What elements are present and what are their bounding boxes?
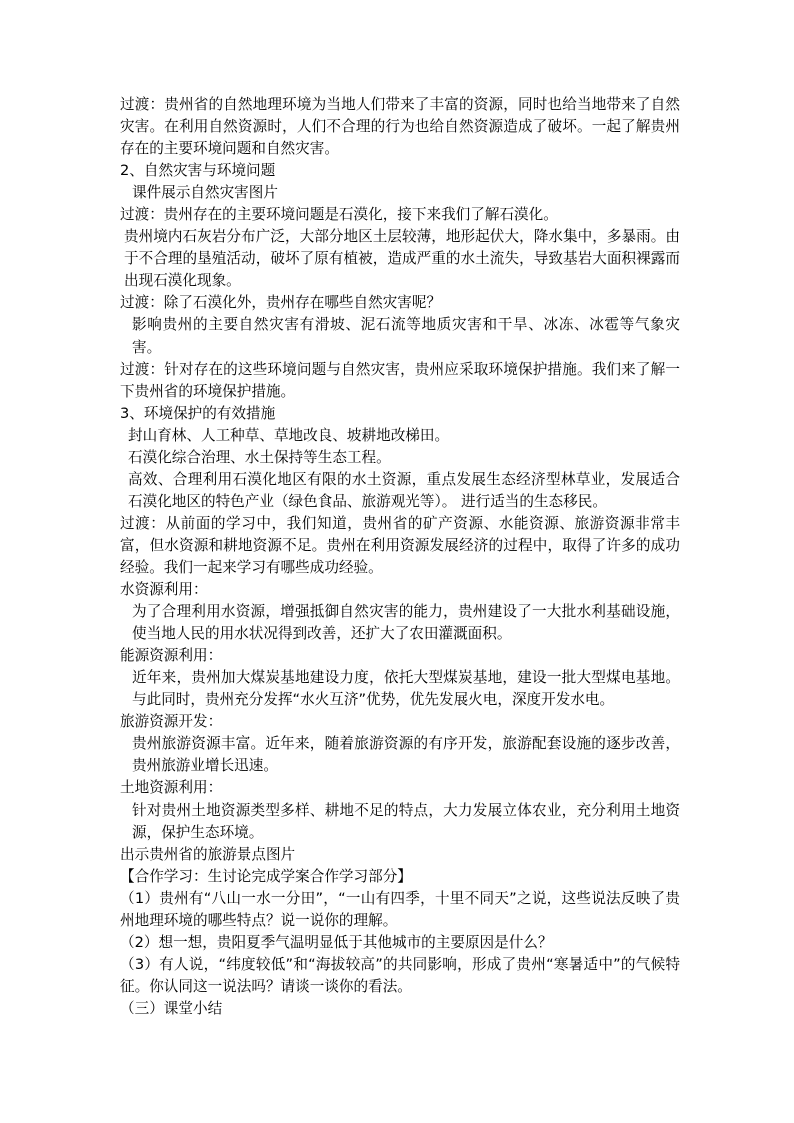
paragraph-courseware: 课件展示自然灾害图片: [132, 184, 278, 202]
paragraph-transition-1: 过渡：贵州省的自然地理环境为当地人们带来了丰富的资源，同时也给当地带来了自然灾害。在利用自然资源时，人们不合理的行为也给自然资源造成了破坏。一起了解贵州存在的主要环境问题和自然灾害。: [120, 96, 680, 158]
subheading-water: 水资源利用：: [120, 581, 208, 599]
document-body: [120, 94, 680, 1020]
paragraph-natural-disasters: 影响贵州的主要自然灾害有滑坡、泥石流等地质灾害和干旱、冰冻、冰雹等气象灾害。: [132, 316, 680, 356]
paragraph-land: 针对贵州土地资源类型多样、耕地不足的特点，大力发展立体农业，充分利用土地资源，保护生态环境。: [132, 801, 680, 841]
paragraph-measure-3: 高效、合理利用石漠化地区有限的水土资源，重点发展生态经济型林草业，发展适合石漠化地区的特色产业（绿色食品、旅游观光等）。 进行适当的生态移民。: [128, 470, 680, 510]
section-heading-summary: （三）课堂小结: [120, 999, 223, 1017]
section-heading-disasters: 2、自然灾害与环境问题: [120, 162, 276, 180]
heading-cooperative-learning: 【合作学习：生讨论完成学案合作学习部分】: [120, 867, 412, 885]
question-2: （2）想一想，贵阳夏季气温明显低于其他城市的主要原因是什么？: [120, 933, 553, 951]
subheading-energy: 能源资源利用：: [120, 647, 223, 665]
paragraph-transition-5: 过渡：从前面的学习中，我们知道，贵州省的矿产资源、水能资源、旅游资源非常丰富，但水资源和耕地资源不足。贵州在利用资源发展经济的过程中，取得了许多的成功经验。我们一起来学习有哪些成功经验。: [120, 514, 680, 576]
subheading-land: 土地资源利用：: [120, 779, 223, 797]
paragraph-tourism: 贵州旅游资源丰富。近年来，随着旅游资源的有序开发，旅游配套设施的逐步改善，贵州旅游业增长迅速。: [132, 735, 680, 775]
paragraph-measure-1: 封山育林、人工种草、草地改良、坡耕地改梯田。: [128, 426, 450, 444]
paragraph-transition-3: 过渡：除了石漠化外，贵州存在哪些自然灾害呢？: [120, 294, 442, 312]
paragraph-rocky-desertification: 贵州境内石灰岩分布广泛，大部分地区土层较薄，地形起伏大，降水集中，多暴雨。由于不合理的垦殖活动，破坏了原有植被，造成严重的水土流失，导致基岩大面积裸露而出现石漠化现象。: [124, 228, 680, 290]
paragraph-water: 为了合理利用水资源，增强抵御自然灾害的能力，贵州建设了一大批水利基础设施，使当地人民的用水状况得到改善，还扩大了农田灌溉面积。: [132, 603, 680, 643]
paragraph-transition-2: 过渡：贵州存在的主要环境问题是石漠化，接下来我们了解石漠化。: [120, 206, 558, 224]
section-heading-protection: 3、环境保护的有效措施: [120, 404, 276, 422]
paragraph-show-pictures: 出示贵州省的旅游景点图片: [120, 845, 296, 863]
paragraph-transition-4: 过渡：针对存在的这些环境问题与自然灾害，贵州应采取环境保护措施。我们来了解一下贵州省的环境保护措施。: [120, 360, 680, 400]
question-1: （1）贵州有“八山一水一分田”，“一山有四季，十里不同天”之说，这些说法反映了贵州地理环境的哪些特点？说一说你的理解。: [120, 889, 680, 929]
paragraph-measure-2: 石漠化综合治理、水土保持等生态工程。: [128, 448, 391, 466]
paragraph-energy: 近年来，贵州加大煤炭基地建设力度，依托大型煤炭基地，建设一批大型煤电基地。与此同时，贵州充分发挥“水火互济”优势，优先发展火电，深度开发水电。: [132, 669, 680, 709]
subheading-tourism: 旅游资源开发：: [120, 713, 223, 731]
question-3: （3）有人说，“纬度较低”和“海拔较高”的共同影响，形成了贵州“寒暑适中”的气候特征。你认同这一说法吗？请谈一谈你的看法。: [120, 955, 680, 995]
